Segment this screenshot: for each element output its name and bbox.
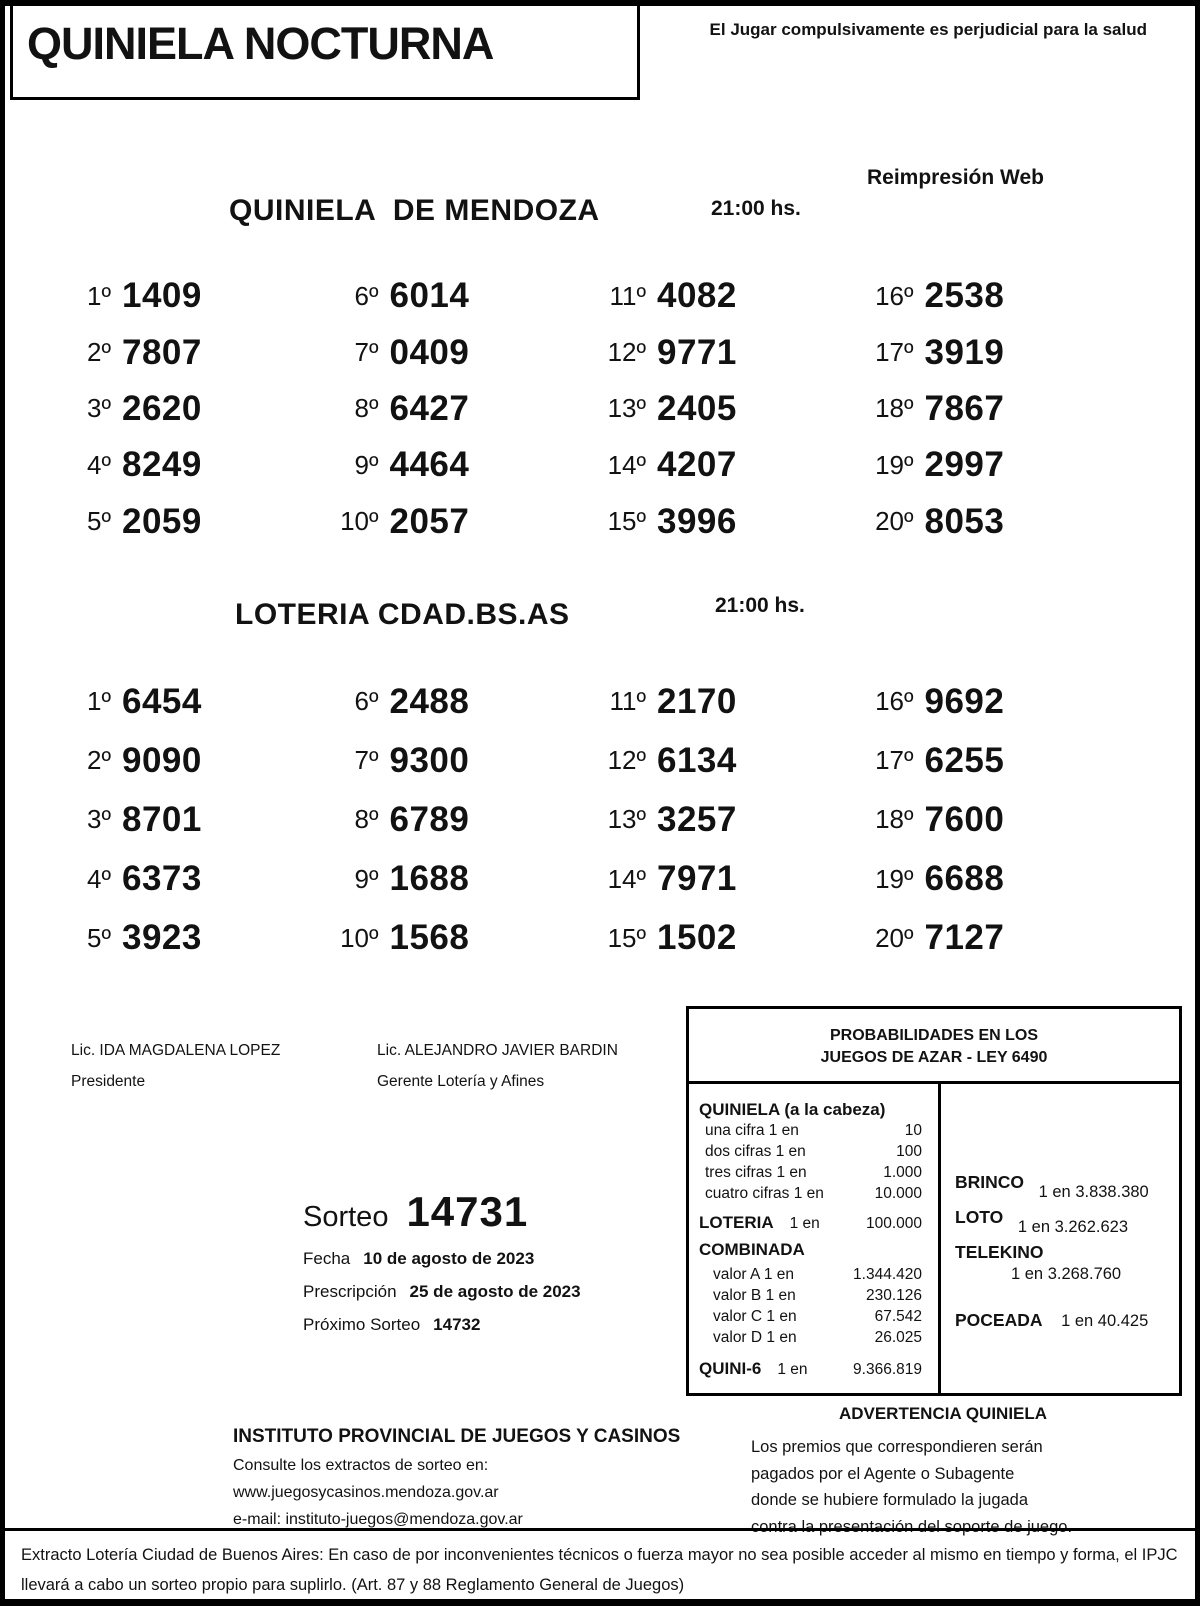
result-number: 7971 — [657, 859, 737, 899]
official-manager — [377, 1042, 618, 1091]
result-number: 6427 — [389, 388, 470, 428]
result-position: 15º — [607, 922, 646, 953]
result-cell — [317, 437, 585, 493]
result-cell — [584, 672, 852, 731]
result-position: 2º — [87, 745, 111, 776]
result-position: 15º — [607, 506, 646, 537]
official-president — [71, 1042, 280, 1091]
result-cell — [852, 437, 1120, 493]
result-position: 5º — [87, 922, 111, 953]
odds-label: valor A 1 en — [713, 1266, 795, 1283]
odds-row — [699, 1285, 922, 1306]
footer-divider — [5, 1528, 1195, 1531]
result-cell — [317, 790, 585, 849]
result-number: 7807 — [122, 332, 202, 372]
result-position: 11º — [609, 686, 646, 717]
result-position: 14º — [607, 449, 646, 480]
loteria-odds-row — [699, 1212, 922, 1234]
result-number: 2620 — [122, 388, 202, 428]
draw-info-row — [303, 1315, 581, 1335]
advertencia-line: Los premios que correspondieren serán — [751, 1438, 1043, 1456]
advertencia-line: pagados por el Agente o Subagente — [751, 1464, 1015, 1483]
result-cell — [584, 909, 852, 968]
odds-row — [699, 1141, 922, 1162]
result-cell — [584, 268, 852, 324]
result-position: 5º — [87, 506, 111, 537]
result-position: 8º — [354, 393, 379, 424]
probabilities-right-column — [941, 1084, 1179, 1393]
result-cell — [49, 494, 317, 550]
draw-info-value: 10 de agosto de 2023 — [363, 1249, 535, 1268]
result-cell — [49, 381, 317, 437]
result-number: 4082 — [657, 276, 737, 316]
telekino-value: 1 en 3.268.760 — [1011, 1265, 1122, 1283]
quiniela-odds-header: QUINIELA (a la cabeza) — [699, 1100, 886, 1119]
odds-label: valor C 1 en — [713, 1308, 797, 1325]
advertencia-title: ADVERTENCIA QUINIELA — [838, 1404, 1048, 1423]
odds-value: 10 — [904, 1122, 922, 1139]
institute-website: www.juegosycasinos.mendoza.gov.ar — [233, 1484, 499, 1501]
result-number: 3257 — [657, 799, 737, 839]
quini6-odds-row — [699, 1358, 922, 1380]
odds-value: 230.126 — [865, 1287, 922, 1304]
result-number: 2488 — [389, 681, 470, 721]
loteria-odds-mid: 1 en — [789, 1215, 820, 1232]
odds-row — [699, 1264, 922, 1285]
result-number: 4207 — [657, 445, 737, 485]
result-cell — [317, 494, 585, 550]
draw-info-value: 25 de agosto de 2023 — [409, 1282, 581, 1301]
draw-info-label: Prescripción — [303, 1282, 397, 1301]
brinco-odds — [955, 1172, 1169, 1201]
result-cell — [49, 790, 317, 849]
loto-value: 1 en 3.262.623 — [1017, 1218, 1128, 1236]
result-cell — [49, 324, 317, 380]
draw-number-line — [303, 1188, 581, 1236]
result-position: 17º — [875, 745, 914, 776]
result-number: 9090 — [122, 740, 202, 780]
telekino-label: TELEKINO — [955, 1242, 1044, 1262]
result-position: 18º — [875, 804, 914, 835]
probabilities-box — [686, 1006, 1182, 1396]
draw-time-mendoza: 21:00 hs. — [711, 197, 801, 220]
result-cell — [584, 850, 852, 909]
advertencia-line: donde se hubiere formulado la jugada — [751, 1491, 1029, 1509]
probabilities-title-line2: JUEGOS DE AZAR - LEY 6490 — [820, 1049, 1048, 1066]
result-position: 20º — [875, 506, 914, 537]
institute-block — [233, 1426, 680, 1529]
result-cell — [317, 672, 585, 731]
result-position: 1º — [87, 686, 111, 717]
result-cell — [852, 672, 1120, 731]
brinco-value: 1 en 3.838.380 — [1038, 1183, 1149, 1201]
result-position: 13º — [607, 804, 646, 835]
results-grid-bsas — [49, 672, 1119, 968]
result-number: 3923 — [122, 918, 202, 958]
combinada-odds-header: COMBINADA — [699, 1240, 805, 1259]
result-position: 16º — [875, 686, 914, 717]
loteria-odds-value: 100.000 — [865, 1215, 922, 1232]
footer-disclaimer: Extracto Lotería Ciudad de Buenos Aires: En caso de por inconvenientes técnicos o fuerza mayor no sea posible acceder al mismo en tiempo y forma, el IPJC llevará a cabo un sorteo propio para suplirlo. (Art. 87 y 88 Reglamento General de Juegos) — [21, 1546, 1178, 1594]
title-box — [10, 6, 640, 100]
probabilities-left-column — [689, 1084, 941, 1393]
result-cell — [852, 790, 1120, 849]
odds-label: tres cifras 1 en — [705, 1164, 807, 1181]
result-position: 3º — [87, 804, 111, 835]
result-position: 17º — [875, 337, 914, 368]
result-number: 7127 — [924, 918, 1005, 958]
result-number: 3996 — [657, 501, 737, 541]
result-number: 1409 — [122, 276, 202, 316]
institute-name: INSTITUTO PROVINCIAL DE JUEGOS Y CASINOS — [233, 1426, 681, 1447]
odds-row — [699, 1120, 922, 1141]
telekino-odds — [955, 1242, 1169, 1284]
results-grid-mendoza — [49, 268, 1119, 550]
draw-info-row — [303, 1249, 581, 1269]
quiniela-odds-rows — [699, 1120, 922, 1204]
official-role: Gerente Lotería y Afines — [377, 1073, 545, 1090]
result-cell — [317, 268, 585, 324]
result-number: 9300 — [389, 740, 470, 780]
result-number: 6373 — [122, 859, 202, 899]
draw-info-block — [303, 1188, 581, 1335]
result-position: 16º — [875, 280, 914, 311]
odds-label: valor B 1 en — [713, 1287, 796, 1304]
draw-info-label: Fecha — [303, 1249, 351, 1268]
result-number: 8249 — [122, 445, 202, 485]
result-position: 14º — [607, 863, 646, 894]
draw-info-row — [303, 1282, 581, 1302]
result-number: 1688 — [389, 859, 470, 899]
result-number: 7600 — [924, 799, 1005, 839]
odds-label: dos cifras 1 en — [705, 1143, 806, 1160]
odds-value: 1.344.420 — [853, 1266, 922, 1283]
result-cell — [852, 324, 1120, 380]
result-cell — [852, 268, 1120, 324]
odds-label: una cifra 1 en — [705, 1122, 799, 1139]
result-cell — [317, 324, 585, 380]
result-cell — [49, 850, 317, 909]
brinco-label: BRINCO — [955, 1172, 1025, 1192]
result-cell — [852, 381, 1120, 437]
result-number: 2059 — [122, 501, 202, 541]
result-position: 19º — [875, 863, 914, 894]
result-cell — [49, 909, 317, 968]
result-cell — [584, 790, 852, 849]
result-position: 10º — [340, 922, 379, 953]
draw-time-bsas: 21:00 hs. — [715, 594, 805, 617]
result-cell — [852, 731, 1120, 790]
result-number: 2057 — [389, 501, 470, 541]
result-number: 6789 — [389, 799, 470, 839]
result-position: 19º — [875, 449, 914, 480]
odds-value: 10.000 — [874, 1185, 922, 1202]
advertencia-block — [743, 1404, 1143, 1540]
result-number: 8701 — [122, 799, 202, 839]
official-name: Lic. IDA MAGDALENA LOPEZ — [71, 1042, 281, 1059]
institute-consult-text: Consulte los extractos de sorteo en: — [233, 1457, 489, 1474]
poceada-value: 1 en 40.425 — [1061, 1312, 1149, 1330]
loto-label: LOTO — [955, 1207, 1004, 1227]
result-position: 4º — [87, 863, 111, 894]
result-cell — [584, 731, 852, 790]
result-number: 6014 — [389, 276, 470, 316]
result-position: 8º — [354, 804, 379, 835]
document-title: QUINIELA NOCTURNA — [27, 18, 494, 69]
draw-info-value: 14732 — [433, 1315, 481, 1334]
result-number: 6454 — [122, 681, 202, 721]
result-number: 3919 — [924, 332, 1005, 372]
loteria-odds-label: LOTERIA — [699, 1213, 774, 1232]
result-cell — [317, 731, 585, 790]
probabilities-body — [689, 1084, 1179, 1393]
odds-value: 26.025 — [874, 1329, 922, 1346]
result-position: 9º — [354, 449, 379, 480]
result-number: 1502 — [657, 918, 737, 958]
result-number: 2170 — [657, 681, 737, 721]
probabilities-title-line1: PROBABILIDADES EN LOS — [829, 1027, 1038, 1044]
odds-row — [699, 1327, 922, 1348]
draw-title-bsas: LOTERIA CDAD.BS.AS — [235, 598, 570, 631]
poceada-label: POCEADA — [955, 1310, 1043, 1330]
result-position: 20º — [875, 922, 914, 953]
result-position: 2º — [87, 337, 111, 368]
odds-row — [699, 1306, 922, 1327]
draw-number-label: Sorteo — [303, 1201, 389, 1233]
official-name: Lic. ALEJANDRO JAVIER BARDIN — [377, 1042, 618, 1059]
result-cell — [49, 672, 317, 731]
result-cell — [584, 494, 852, 550]
result-number: 4464 — [389, 445, 470, 485]
result-position: 10º — [340, 506, 379, 537]
result-number: 6134 — [657, 740, 737, 780]
odds-row — [699, 1183, 922, 1204]
result-position: 6º — [354, 280, 379, 311]
draw-info-rows — [303, 1249, 581, 1335]
result-position: 13º — [607, 393, 646, 424]
result-cell — [317, 850, 585, 909]
result-number: 2538 — [924, 276, 1005, 316]
result-number: 8053 — [924, 501, 1005, 541]
odds-value: 67.542 — [874, 1308, 922, 1325]
result-position: 4º — [87, 449, 111, 480]
result-position: 7º — [354, 337, 379, 368]
result-position: 6º — [354, 686, 379, 717]
odds-row — [699, 1162, 922, 1183]
quini6-odds-label: QUINI-6 — [699, 1359, 762, 1378]
result-position: 9º — [354, 863, 379, 894]
reprint-web-label: Reimpresión Web — [867, 166, 1044, 189]
result-number: 2997 — [924, 445, 1005, 485]
result-number: 9692 — [924, 681, 1005, 721]
result-number: 6255 — [924, 740, 1005, 780]
result-number: 0409 — [389, 332, 470, 372]
result-position: 11º — [609, 280, 646, 311]
result-number: 9771 — [657, 332, 737, 372]
advertencia-lines — [743, 1434, 1143, 1540]
quini6-odds-value: 9.366.819 — [853, 1361, 922, 1378]
quini6-odds-mid: 1 en — [777, 1361, 808, 1378]
result-number: 1568 — [389, 918, 470, 958]
institute-email: e-mail: instituto-juegos@mendoza.gov.ar — [233, 1511, 523, 1528]
result-number: 6688 — [924, 859, 1005, 899]
loto-odds — [955, 1207, 1169, 1236]
result-cell — [852, 850, 1120, 909]
result-cell — [317, 381, 585, 437]
poceada-odds — [955, 1310, 1169, 1331]
result-number: 7867 — [924, 388, 1005, 428]
result-position: 7º — [354, 745, 379, 776]
result-cell — [49, 437, 317, 493]
probabilities-title — [689, 1009, 1179, 1084]
result-position: 12º — [607, 337, 646, 368]
advertencia-line: contra la presentación del soporte de juego. — [751, 1517, 1073, 1536]
odds-label: valor D 1 en — [713, 1329, 797, 1346]
health-warning: El Jugar compulsivamente es perjudicial para la salud — [709, 20, 1147, 39]
draw-title-mendoza: QUINIELA DE MENDOZA — [229, 194, 600, 227]
result-position: 12º — [607, 745, 646, 776]
result-position: 18º — [875, 393, 914, 424]
result-cell — [852, 909, 1120, 968]
result-cell — [584, 324, 852, 380]
result-cell — [584, 381, 852, 437]
odds-value: 1.000 — [883, 1164, 922, 1181]
result-cell — [49, 268, 317, 324]
official-role: Presidente — [71, 1073, 146, 1090]
result-position: 3º — [87, 393, 111, 424]
draw-number-value: 14731 — [406, 1188, 529, 1235]
draw-info-label: Próximo Sorteo — [303, 1315, 421, 1334]
odds-value: 100 — [896, 1143, 922, 1160]
result-number: 2405 — [657, 388, 737, 428]
combinada-odds-rows — [699, 1264, 922, 1348]
result-cell — [584, 437, 852, 493]
result-cell — [317, 909, 585, 968]
result-cell — [852, 494, 1120, 550]
odds-label: cuatro cifras 1 en — [705, 1185, 824, 1202]
result-position: 1º — [87, 280, 111, 311]
result-cell — [49, 731, 317, 790]
